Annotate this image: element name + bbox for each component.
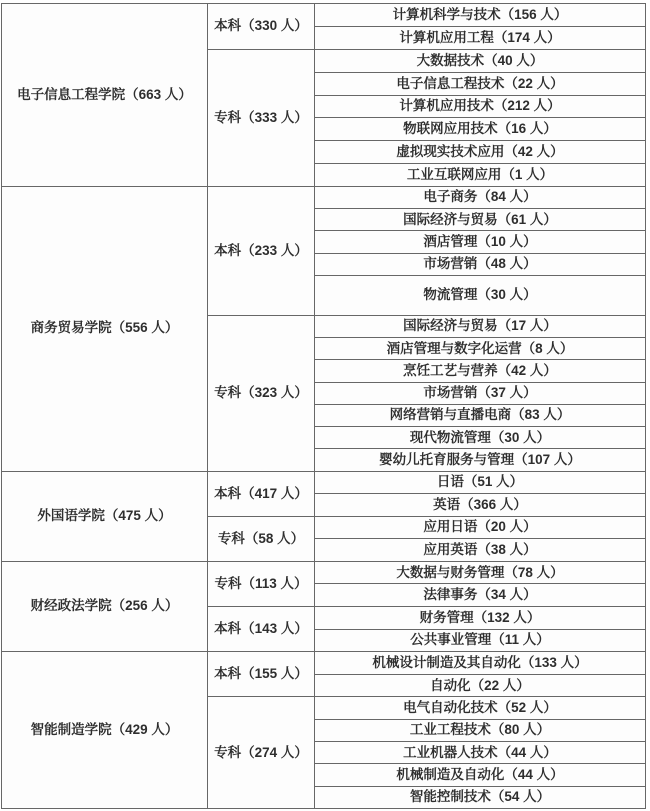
major-cell xyxy=(315,359,645,381)
college-label: 商务贸易学院（556 人） xyxy=(30,320,179,336)
major-label: 物联网应用技术（16 人） xyxy=(403,121,557,137)
level-cell xyxy=(208,187,315,315)
level-cell xyxy=(208,562,315,606)
level-label: 专科（333 人） xyxy=(214,109,308,125)
major-cell xyxy=(315,741,645,763)
major-label: 电气自动化技术（52 人） xyxy=(403,699,557,715)
college-label: 外国语学院（475 人） xyxy=(37,508,172,524)
level-cell xyxy=(208,517,315,561)
major-cell xyxy=(315,583,645,606)
level-cell xyxy=(208,472,315,516)
major-cell xyxy=(315,117,645,140)
major-cell xyxy=(315,763,645,785)
level-cell xyxy=(208,607,315,651)
major-cell xyxy=(315,472,645,494)
level-label: 本科（417 人） xyxy=(214,485,308,501)
major-cell xyxy=(315,719,645,741)
major-cell xyxy=(315,697,645,718)
level-label: 本科（330 人） xyxy=(214,18,308,34)
major-label: 计算机科学与技术（156 人） xyxy=(392,6,568,22)
major-label: 市场营销（48 人） xyxy=(423,256,537,272)
level-label: 本科（143 人） xyxy=(214,621,308,636)
major-cell xyxy=(315,316,645,337)
major-label: 酒店管理（10 人） xyxy=(423,234,537,250)
major-cell xyxy=(315,652,645,674)
major-label: 婴幼儿托育服务与管理（107 人） xyxy=(379,451,581,467)
major-label: 机械设计制造及其自动化（133 人） xyxy=(372,654,588,670)
major-label: 智能控制技术（54 人） xyxy=(409,789,551,805)
college-cell xyxy=(2,187,208,471)
major-cell xyxy=(315,382,645,404)
major-label: 英语（366 人） xyxy=(433,496,527,512)
major-label: 现代物流管理（30 人） xyxy=(409,429,551,445)
major-cell xyxy=(315,562,645,584)
major-label: 机械制造及自动化（44 人） xyxy=(396,766,564,782)
major-cell xyxy=(315,426,645,448)
level-label: 本科（233 人） xyxy=(214,242,308,258)
level-cell xyxy=(208,4,315,49)
major-label: 工业机器人技术（44 人） xyxy=(403,744,557,760)
level-label: 专科（58 人） xyxy=(217,530,305,546)
major-cell xyxy=(315,72,645,95)
major-cell xyxy=(315,629,645,652)
major-cell xyxy=(315,337,645,359)
major-label: 虚拟现实技术应用（42 人） xyxy=(396,143,564,159)
level-cell xyxy=(208,652,315,696)
major-label: 大数据与财务管理（78 人） xyxy=(396,564,564,580)
major-cell xyxy=(315,208,645,230)
major-label: 自动化（22 人） xyxy=(430,677,530,693)
college-label: 财经政法学院（256 人） xyxy=(30,598,179,614)
college-section xyxy=(2,4,645,186)
major-cell xyxy=(315,95,645,118)
major-cell xyxy=(315,538,645,561)
major-cell xyxy=(315,187,645,208)
major-label: 法律事务（34 人） xyxy=(423,587,537,603)
major-label: 应用日语（20 人） xyxy=(423,519,537,535)
college-section xyxy=(2,561,645,651)
major-label: 工业互联网应用（1 人） xyxy=(406,166,554,182)
major-cell xyxy=(315,786,645,808)
major-cell xyxy=(315,448,645,470)
level-cell xyxy=(208,50,315,185)
major-cell xyxy=(315,404,645,426)
major-label: 应用英语（38 人） xyxy=(423,541,537,557)
major-label: 工业工程技术（80 人） xyxy=(409,722,551,738)
major-label: 网络营销与直播电商（83 人） xyxy=(389,407,571,423)
major-cell xyxy=(315,674,645,697)
major-cell xyxy=(315,607,645,629)
major-cell xyxy=(315,4,645,26)
college-label: 电子信息工程学院（663 人） xyxy=(17,86,192,102)
major-cell xyxy=(315,517,645,539)
enrollment-table xyxy=(1,3,646,809)
major-label: 公共事业管理（11 人） xyxy=(410,632,550,648)
major-label: 日语（51 人） xyxy=(436,474,524,490)
major-cell xyxy=(315,26,645,49)
level-cell xyxy=(208,697,315,808)
major-cell xyxy=(315,253,645,275)
major-label: 大数据技术（40 人） xyxy=(416,52,544,68)
major-cell xyxy=(315,163,645,186)
major-cell xyxy=(315,230,645,252)
level-label: 专科（274 人） xyxy=(214,744,308,760)
college-cell xyxy=(2,652,208,808)
major-cell xyxy=(315,493,645,516)
major-cell xyxy=(315,140,645,163)
major-label: 烹饪工艺与营养（42 人） xyxy=(403,362,557,378)
college-cell xyxy=(2,472,208,561)
level-label: 专科（323 人） xyxy=(214,385,308,401)
major-label: 国际经济与贸易（17 人） xyxy=(403,318,557,334)
major-cell xyxy=(315,275,645,315)
major-label: 电子商务（84 人） xyxy=(423,189,537,205)
level-label: 专科（113 人） xyxy=(214,575,308,591)
level-label: 本科（155 人） xyxy=(214,666,308,682)
level-cell xyxy=(208,316,315,471)
major-label: 计算机应用技术（212 人） xyxy=(399,98,561,114)
major-label: 物流管理（30 人） xyxy=(423,287,537,303)
college-cell xyxy=(2,4,208,186)
major-cell xyxy=(315,50,645,72)
major-label: 国际经济与贸易（61 人） xyxy=(403,211,557,227)
college-section xyxy=(2,651,645,808)
college-section xyxy=(2,471,645,561)
college-label: 智能制造学院（429 人） xyxy=(30,721,179,737)
major-label: 计算机应用工程（174 人） xyxy=(399,30,561,46)
major-label: 财务管理（132 人） xyxy=(419,609,541,625)
major-label: 酒店管理与数字化运营（8 人） xyxy=(386,340,574,356)
college-section xyxy=(2,186,645,471)
college-cell xyxy=(2,562,208,651)
major-label: 市场营销（37 人） xyxy=(423,385,537,401)
major-label: 电子信息工程技术（22 人） xyxy=(396,75,564,91)
